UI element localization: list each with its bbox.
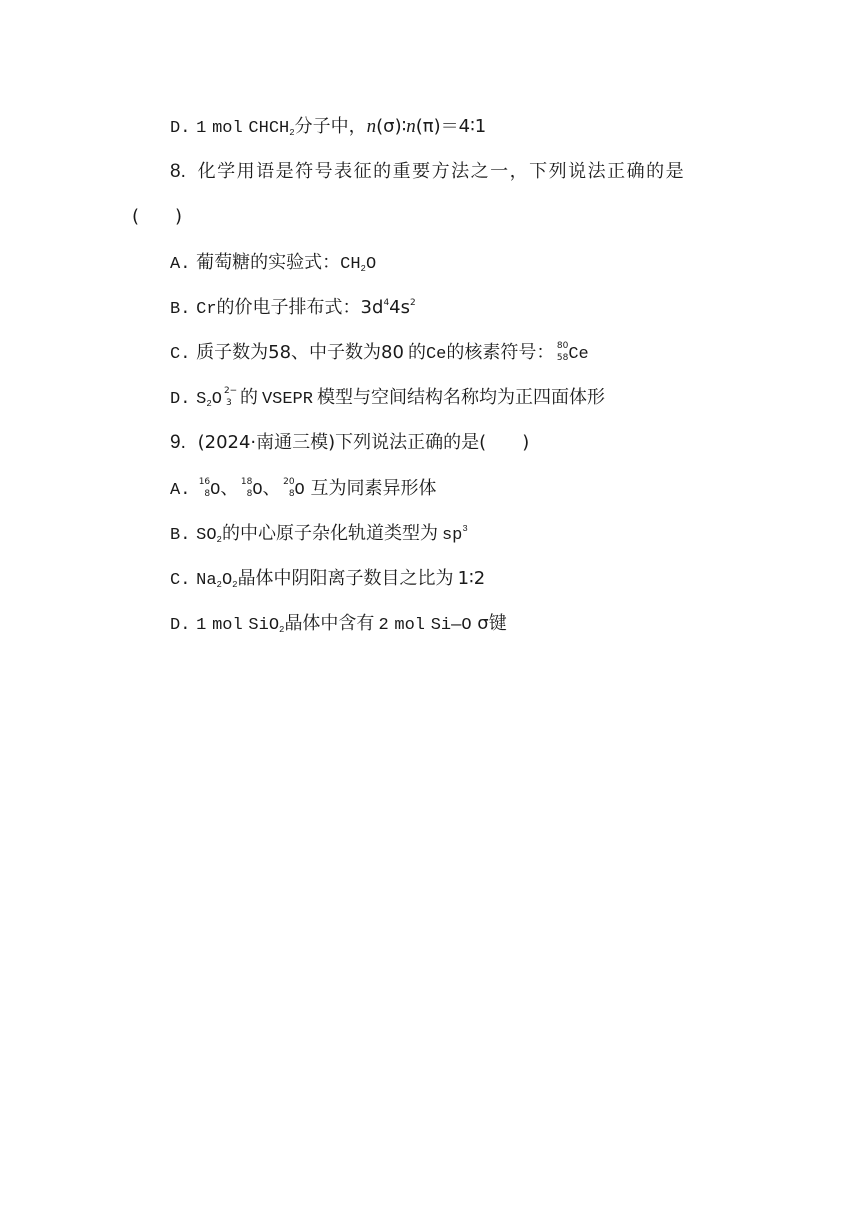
formula: $CHCH_2$	[248, 119, 295, 138]
answer-paren: ( )	[479, 432, 530, 453]
formula: $SO_2$	[196, 526, 222, 545]
option-label: D.	[170, 119, 191, 138]
question-9-stem	[170, 431, 529, 455]
question-source: (2024·南通三模)	[197, 432, 336, 453]
q9-option-b: B. $SO_2$的中心原子杂化轨道类型为 $sp^3$	[170, 523, 468, 545]
q8-option-b: B. Cr的价电子排布式：$3d^44s^2$	[170, 297, 416, 319]
formula: $Na_2O_2$	[196, 571, 238, 590]
question-8-stem	[170, 160, 685, 184]
option-label: B.	[170, 526, 191, 545]
ion-charge: 2− 3	[223, 386, 238, 408]
option-label: A.	[170, 255, 191, 274]
electron-config: $3d^44s^2$	[360, 297, 416, 318]
formula: $S_2O$	[196, 390, 222, 409]
question-number: 9.	[170, 432, 186, 453]
q9-option-d: D. 1 mol SiO$_2$晶体中含有 2 mol Si—O σ键	[170, 613, 507, 635]
option-label: D.	[170, 616, 191, 635]
option-label: D.	[170, 390, 191, 409]
formula: SiO$_2$	[248, 616, 285, 635]
q7-option-d: D. 1 mol $CHCH_2$分子中，n(σ)∶n(π)＝4∶1	[170, 116, 487, 138]
bond: Si—O	[430, 616, 472, 635]
nuclide-notation: 18 8	[240, 477, 253, 499]
option-label: C.	[170, 571, 191, 590]
nuclide-notation: 80 58	[556, 341, 569, 363]
formula: $CH_2O$	[340, 255, 377, 274]
question-text: 化学用语是符号表征的重要方法之一，下列说法正确的是	[197, 161, 686, 182]
q9-option-c: C. $Na_2O_2$晶体中阴阳离子数目之比为 1∶2	[170, 568, 486, 590]
option-label: B.	[170, 300, 191, 319]
hybridization: $sp^3$	[441, 524, 468, 545]
nuclide-notation: 16 8	[198, 477, 211, 499]
q8-option-c: C. 质子数为58、中子数为80 的Ce的核素符号： 80 58 Ce	[170, 341, 589, 364]
question-8-answer-paren: ( )	[132, 206, 183, 227]
option-label: C.	[170, 345, 191, 364]
question-number: 8.	[170, 161, 186, 182]
q8-option-a: A. 葡萄糖的实验式：$CH_2O$	[170, 252, 377, 274]
nuclide-notation: 20 8	[283, 477, 295, 499]
question-text: 下列说法正确的是	[335, 432, 480, 453]
option-label: A.	[170, 481, 191, 500]
q9-option-a: A. 16 8 O、 18 8 O、 20 8 O 互为同素异形体	[170, 477, 437, 500]
q8-option-d: D. $S_2O$ 2− 3 的 VSEPR 模型与空间结构名称均为正四面体形	[170, 386, 605, 409]
